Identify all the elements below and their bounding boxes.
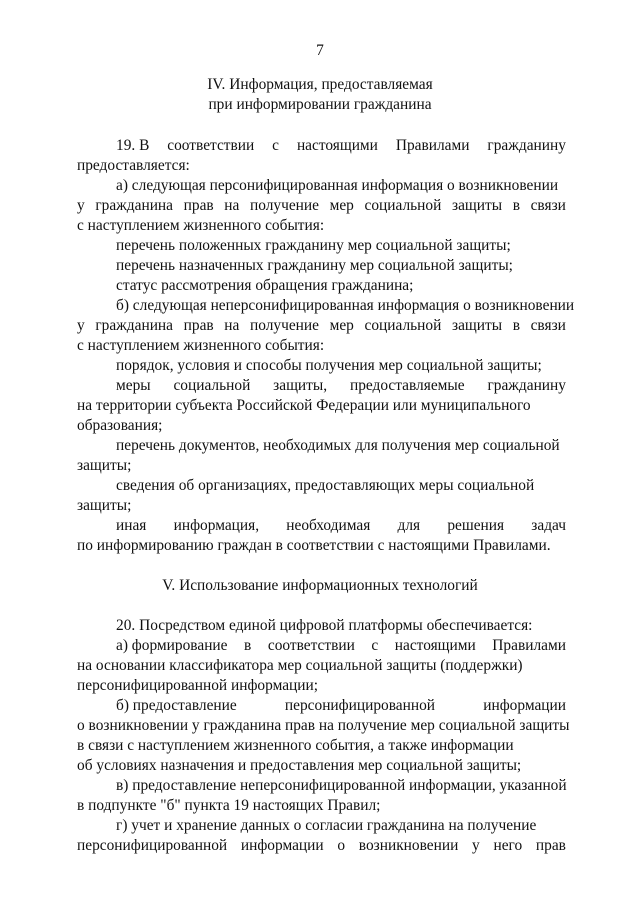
item-20b-line3: в связи с наступлением жизненного события, а также информации	[77, 737, 514, 754]
word: решения	[447, 517, 505, 534]
word: связи	[530, 317, 566, 334]
word: него	[493, 837, 523, 854]
item-b-line3: с наступлением жизненного события:	[77, 337, 325, 354]
page-number: 7	[316, 42, 324, 59]
word: меры	[116, 377, 151, 394]
item-20b-line2: о возникновении у гражданина прав на получение мер социальной защиты	[77, 717, 570, 734]
word: связи	[530, 197, 566, 214]
word: в	[244, 637, 252, 654]
word: на	[224, 197, 240, 214]
word: соответствии	[267, 637, 355, 654]
word: настоящими	[296, 137, 378, 154]
item-20d-line1: г) учет и хранение данных о согласии гражданина на получение	[116, 817, 537, 834]
word: Правилами	[395, 137, 470, 154]
word: с	[371, 637, 379, 654]
word: мер	[329, 317, 354, 334]
word: настоящими	[394, 637, 476, 654]
word: в	[512, 317, 520, 334]
word: а) формирование	[116, 637, 228, 654]
list-item	[116, 376, 566, 396]
list-item-continuation: образования;	[77, 417, 163, 434]
word: социальной	[173, 377, 251, 394]
word: получение	[250, 197, 319, 214]
word: социальной	[364, 197, 442, 214]
word: прав	[183, 197, 214, 214]
word: социальной	[364, 317, 442, 334]
word: получение	[250, 317, 319, 334]
word: предоставляемые	[349, 377, 465, 394]
word: гражданина	[95, 197, 174, 214]
item-a-line2	[77, 196, 566, 216]
section-iv-heading-line2: при информировании гражданина	[208, 96, 432, 113]
word: мер	[329, 197, 354, 214]
word: информации	[483, 697, 566, 714]
item-b-line2	[77, 316, 566, 336]
word: на	[224, 317, 240, 334]
item-20b-line1	[116, 696, 566, 716]
list-item-continuation: защиты;	[77, 457, 132, 474]
word: информация,	[173, 517, 260, 534]
word: прав	[183, 317, 214, 334]
list-item: статус рассмотрения обращения гражданина;	[116, 277, 414, 294]
word: необходимая	[286, 517, 371, 534]
item-20c-line2: в подпункте "б" пункта 19 настоящих Правил;	[77, 797, 381, 814]
word: 19. В	[116, 137, 150, 154]
word: возникновении	[358, 837, 459, 854]
item-20a-line2: на основании классификатора мер социальной защиты (поддержки)	[77, 657, 523, 674]
paragraph-20-line1: 20. Посредством единой цифровой платформы обеспечивается:	[116, 617, 533, 634]
word: прав	[535, 837, 566, 854]
list-item: перечень положенных гражданину мер социальной защиты;	[116, 237, 511, 254]
list-item: перечень документов, необходимых для получения мер социальной	[116, 437, 560, 454]
word: задач	[531, 517, 566, 534]
list-item-continuation: на территории субъекта Российской Федерации или муниципального	[77, 397, 531, 414]
paragraph-19-line2: предоставляется:	[77, 157, 190, 174]
word: гражданина	[95, 317, 174, 334]
word: иная	[116, 517, 147, 534]
word: б) предоставление	[116, 697, 237, 714]
word: защиты,	[273, 377, 328, 394]
list-item: сведения об организациях, предоставляющих меры социальной	[116, 477, 535, 494]
word: для	[397, 517, 421, 534]
word: персонифицированной	[77, 837, 228, 854]
list-item-continuation: защиты;	[77, 497, 132, 514]
word: гражданину	[487, 137, 566, 154]
word: соответствии	[167, 137, 255, 154]
item-a-line3: с наступлением жизненного события:	[77, 217, 325, 234]
word: с	[272, 137, 280, 154]
word: о	[337, 837, 346, 854]
item-20b-line4: об условиях назначения и предоставления мер социальной защиты;	[77, 757, 522, 774]
item-a-line1: а) следующая персонифицированная информация о возникновении	[116, 177, 559, 194]
paragraph-19-line1	[116, 136, 566, 156]
item-20a-line1	[116, 636, 566, 656]
section-iv-heading-line1: IV. Информация, предоставляемая	[207, 76, 433, 93]
list-item: перечень назначенных гражданину мер социальной защиты;	[116, 257, 513, 274]
item-b-line1: б) следующая неперсонифицированная информация о возникновении	[116, 297, 575, 314]
section-v-heading: V. Использование информационных технологий	[162, 577, 478, 594]
word: гражданину	[487, 377, 566, 394]
item-20c-line1: в) предоставление неперсонифицированной информации, указанной	[116, 777, 567, 794]
word: Правилами	[492, 637, 566, 654]
word: защиты	[451, 317, 503, 334]
word: у	[472, 837, 480, 854]
list-item	[116, 516, 566, 536]
word: в	[512, 197, 520, 214]
word: у	[77, 197, 85, 214]
list-item: порядок, условия и способы получения мер социальной защиты;	[116, 357, 542, 374]
word: информации	[240, 837, 324, 854]
word: у	[77, 317, 85, 334]
item-20d-line2	[77, 836, 566, 856]
word: защиты	[451, 197, 503, 214]
list-item-continuation: по информированию граждан в соответствии с настоящими Правилами.	[77, 537, 551, 554]
word: персонифицированной	[284, 697, 436, 714]
item-20a-line3: персонифицированной информации;	[77, 677, 319, 694]
